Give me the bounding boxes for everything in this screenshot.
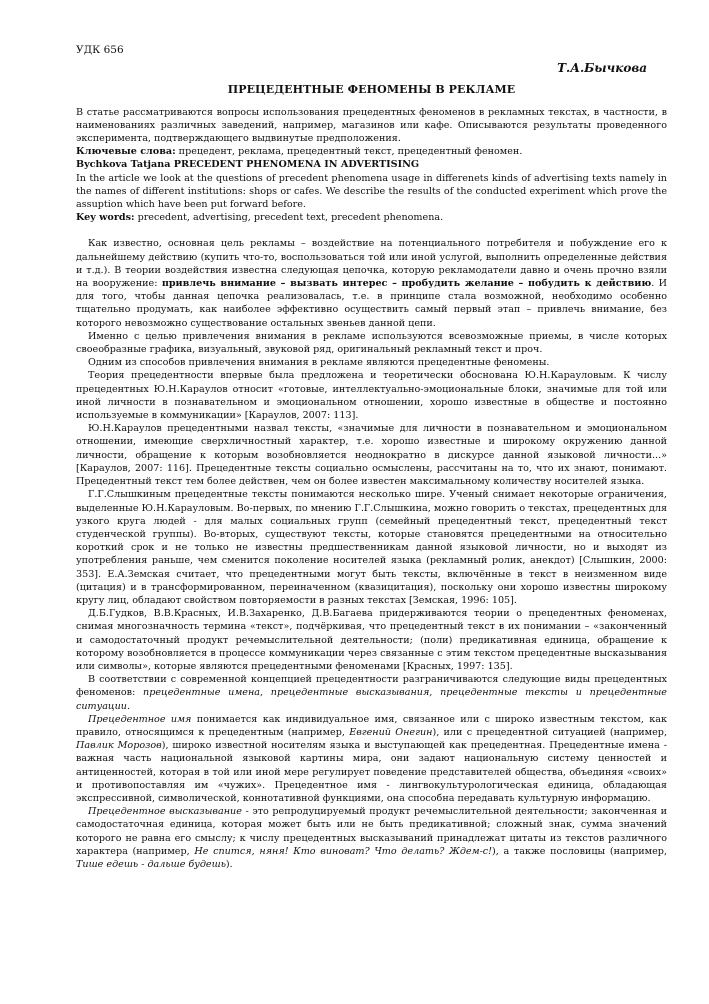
paragraph-10-text-b: - это репродуцируемый продукт речемыслительной деятельности; законченная и самодостаточная единица, которая может быть или не быть предикативной; сложный знак, сумма значений которого не равна его смыслу; к числу прецедентных высказываний принадлежат цитаты из текстов различного характера (например, bbox=[76, 806, 668, 857]
paragraph-3: Одним из способов привлечения внимания в рекламе являются прецедентные феномены. bbox=[88, 357, 550, 369]
paragraph-1 bbox=[76, 237, 667, 329]
english-title: Bychkova Tatjana PRECEDENT PHENOMENA IN ADVERTISING bbox=[76, 159, 420, 171]
abstract-ru: В статье рассматриваются вопросы использования прецедентных феноменов в рекламных текстах, в частности, в наименованиях различных заведений, например, магазинов или кафе. Описываются результаты проведенного эксперимента, подтверждающего выдвинутые предположения. bbox=[76, 106, 667, 145]
paragraph-1-text-c: . И для того, чтобы данная цепочка реализовалась, т.е. в принципе стала возможной, необходимо особенно тщательно продумать, как наиболее эффективно осуществить самый первый этап – привлечь внимание, без которого невозможно существование остальных звеньев данной цепи. bbox=[76, 278, 668, 329]
paragraph-9-example-1: Евгений Онегин bbox=[349, 726, 433, 738]
author-name: Т.А.Бычкова bbox=[557, 61, 647, 76]
article-title: ПРЕЦЕДЕНТНЫЕ ФЕНОМЕНЫ В РЕКЛАМЕ bbox=[227, 83, 516, 97]
paragraph-9-text-f: ), широко известной носителям языка и выступающей как прецедентная. Прецедентные имена - важная часть национальной языковой картины мира, они задают национальную систему ценностей и антиценностей, которая в той или иной мере регулирует поведение представителей общества, объединяя «своих» и противопоставляя им «чужих». Прецедентное имя - лингвокультурологическая единица, обладающая экспрессивной, символической, коннотативной функциями, она способна передавать культурную информацию. bbox=[76, 740, 667, 804]
keywords-ru bbox=[76, 145, 667, 158]
paragraph-9 bbox=[76, 713, 667, 805]
article-body bbox=[76, 237, 667, 871]
paragraph-6: Г.Г.Слышкиным прецедентные тексты понимаются несколько шире. Ученый снимает некоторые ограничения, выделенные Ю.Н.Карауловым. Во-первых, по мнению Г.Г.Слышкина, можно говорить о текстах, прецедентных для узкого круга людей - для малых социальных групп (семейный прецедентный текст, прецедентный текст студенческой группы). Во-вторых, существуют тексты, которые становятся прецедентными на относительно короткий срок и не только не известны предшественникам данной языковой личности, но и выходят из употребления раньше, чем сменится поколение носителей языка (рекламный ролик, анекдот) [Слышкин, 2000: 353]. Е.А.Земская считает, что прецедентными могут быть тексты, включённые в текст в неизменном виде (цитация) и в трансформированном, переиначенном (квазицитация), поскольку они хорошо известны широкому кругу лиц, обладают свойством повторяемости в разных текстах [Земская, 1996: 105]. bbox=[76, 489, 667, 606]
section-gap bbox=[76, 224, 667, 237]
keywords-en bbox=[76, 211, 667, 224]
udk-code: УДК 656 bbox=[76, 44, 124, 56]
keywords-en-text: precedent, advertising, precedent text, precedent phenomena. bbox=[134, 212, 444, 224]
paragraph-9-example-2: Павлик Морозов bbox=[76, 740, 162, 752]
paragraph-8 bbox=[76, 673, 667, 713]
paragraph-10-term: Прецедентное высказывание bbox=[88, 806, 242, 818]
paragraph-1-text-a: Как известно, основная цель рекламы – воздействие на потенциального потребителя и побуждение его к дальнейшему действию (купить что-то, воспользоваться той или иной услугой, выполнить определенные действия и т.д.). В теории воздействия известна следующая цепочка, которую рекламодатели давно и очень прочно взяли на вооружение: bbox=[76, 238, 667, 290]
paragraph-5: Ю.Н.Караулов прецедентными назвал тексты, «значимые для личности в познавательном и эмоциональном отношении, имеющие сверхличностный характер, т.е. хорошо известные и широкому окружению данной личности, обращение к которым возобновляется неоднократно в дискурсе данной языковой личности...» [Караулов, 2007: 116]. Прецедентные тексты социально осмыслены, рассчитаны на то, что их знают, понимают. Прецедентный текст тем более действен, чем он более известен максимальному количеству носителей языка. bbox=[76, 423, 667, 488]
abstract-en: In the article we look at the questions of precedent phenomena usage in differenets kinds of advertising texts namely in the names of different institutions: shops or cafes. We describe the results of the conducted experiment which prove the assuption which have been put forward before. bbox=[76, 172, 667, 211]
paragraph-10-example-1: Не спится, няня! Кто виноват? Что делать? Ждем-с! bbox=[194, 845, 493, 857]
paragraph-10-text-f: ). bbox=[225, 858, 233, 870]
paragraph-2: Именно с целью привлечения внимания в рекламе используются всевозможные приемы, в числе которых своеобразные графика, визуальный, звуковой ряд, оригинальный рекламный текст и проч. bbox=[76, 330, 667, 356]
paragraph-7: Д.Б.Гудков, В.В.Красных, И.В.Захаренко, Д.В.Багаева придерживаются теории о прецедентных феноменах, снимая многозначность термина «текст», подчёркивая, что прецедентный текст в их понимании – «законченный и самодостаточный продукт речемыслительной деятельности; (поли) предикативная единица, обращение к которому возобновляется в процессе коммуникации через связанные с этим текстом прецедентные высказывания или символы», которые являются прецедентными феноменами [Красных, 1997: 135]. bbox=[76, 608, 667, 672]
paragraph-9-term: Прецедентное имя bbox=[88, 713, 192, 725]
paragraph-1-emphasis: привлечь внимание – вызвать интерес – пробудить желание – побудить к действию bbox=[161, 278, 652, 290]
paragraph-10-example-2: Тише едешь - дальше будешь bbox=[76, 858, 226, 870]
paragraph-10-text-d: ), а также пословицы (например, bbox=[492, 845, 667, 857]
paragraph-8-italic: прецедентные имена, прецедентные высказывания, прецедентные тексты и прецедентные ситуации. bbox=[76, 687, 667, 712]
abstract bbox=[76, 106, 667, 225]
keywords-ru-text: прецедент, реклама, прецедентный текст, прецедентный феномен. bbox=[175, 146, 523, 158]
keywords-ru-label: Ключевые слова: bbox=[76, 146, 176, 158]
paragraph-4: Теория прецедентности впервые была предложена и теоретически обоснована Ю.Н.Карауловым. К числу прецедентных Ю.Н.Караулов относит «готовые, интеллектуально-эмоциональные блоки, значимые для той или иной личности в познавательном и эмоциональном отношении, хорошо известные в обществе и постоянно используемые в коммуникации» [Караулов, 2007: 113]. bbox=[76, 370, 667, 422]
keywords-en-label: Key words: bbox=[76, 212, 135, 224]
paragraph-10 bbox=[76, 805, 667, 871]
paragraph-9-text-d: ), или с прецедентной ситуацией (например, bbox=[432, 726, 667, 738]
paragraph-8-text-a: В соответствии с современной концепцией прецедентности разграничиваются следующие виды прецедентных феноменов: bbox=[76, 674, 667, 699]
paragraph-9-text-b: понимается как индивидуальное имя, связанное или с широко известным текстом, как правило, относящимся к прецедентным (например, bbox=[76, 713, 667, 738]
